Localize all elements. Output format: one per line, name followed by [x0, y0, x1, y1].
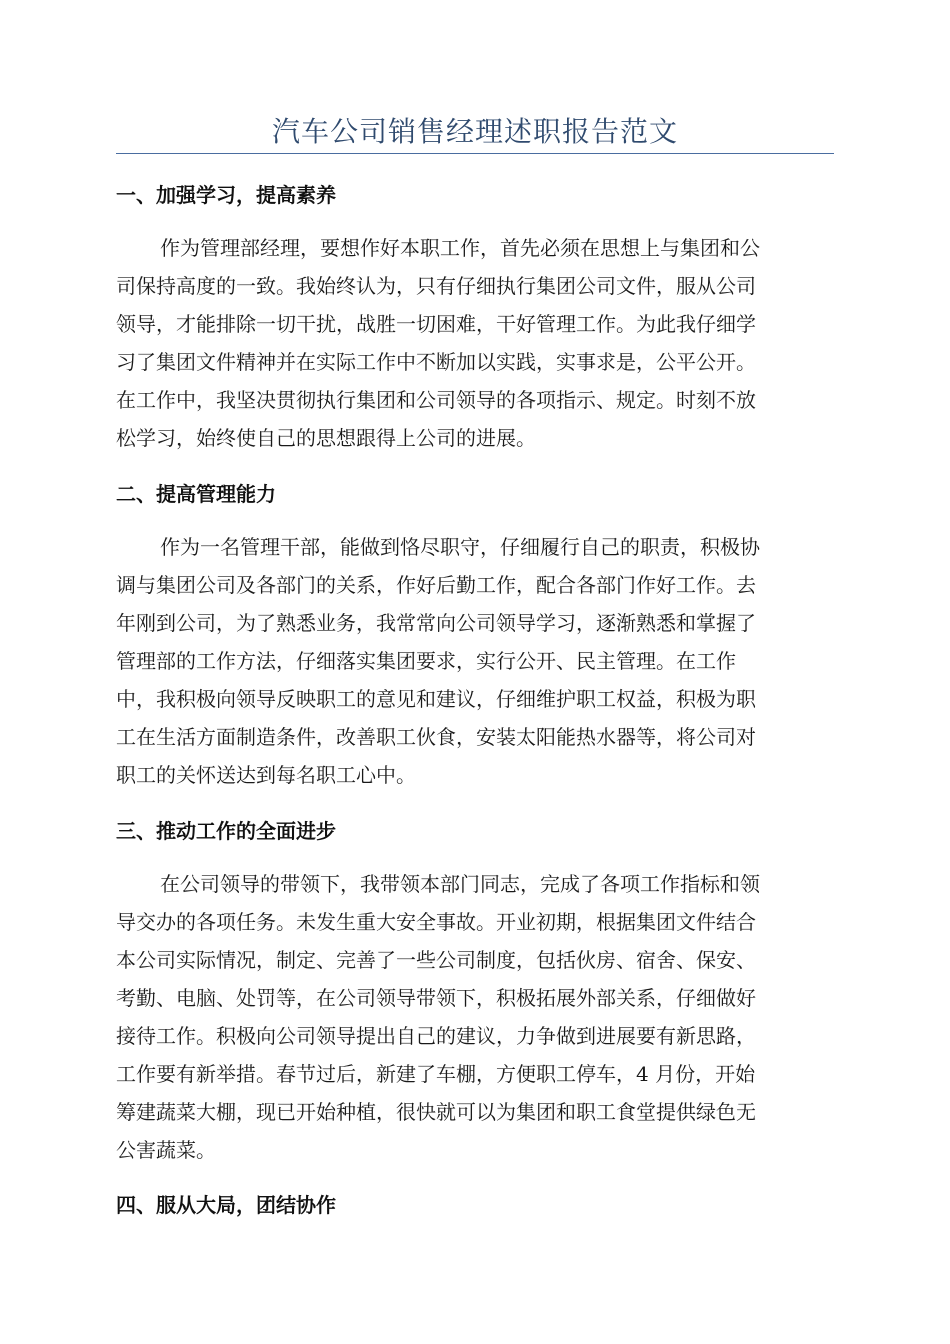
paragraph-line: 松学习，始终使自己的思想跟得上公司的进展。 [116, 426, 536, 450]
paragraph-line: 工作要有新举措。春节过后，新建了车棚，方便职工停车，4 月份，开始 [116, 1062, 756, 1086]
paragraph-line: 导交办的各项任务。未发生重大安全事故。开业初期，根据集团文件结合 [116, 910, 756, 934]
paragraph-line: 作为一名管理干部，能做到恪尽职守，仔细履行自己的职责，积极协 [160, 535, 760, 559]
paragraph-line: 考勤、电脑、处罚等，在公司领导带领下，积极拓展外部关系，仔细做好 [116, 986, 756, 1010]
section-paragraph-3 [116, 865, 834, 1169]
paragraph-line: 在公司领导的带领下，我带领本部门同志，完成了各项工作指标和领 [160, 872, 760, 896]
paragraph-line: 公害蔬菜。 [116, 1138, 216, 1162]
section-paragraph-2 [116, 528, 834, 794]
section-heading-2: 二、提高管理能力 [116, 482, 276, 506]
paragraph-line: 年刚到公司，为了熟悉业务，我常常向公司领导学习，逐渐熟悉和掌握了 [116, 611, 756, 635]
document-title: 汽车公司销售经理述职报告范文 [271, 115, 678, 148]
paragraph-line: 接待工作。积极向公司领导提出自己的建议，力争做到进展要有新思路， [116, 1024, 756, 1048]
paragraph-line: 调与集团公司及各部门的关系，作好后勤工作，配合各部门作好工作。去 [116, 573, 756, 597]
section-heading-1: 一、加强学习，提高素养 [116, 183, 336, 207]
paragraph-line: 工在生活方面制造条件，改善职工伙食，安装太阳能热水器等，将公司对 [116, 725, 756, 749]
paragraph-line: 习了集团文件精神并在实际工作中不断加以实践，实事求是，公平公开。 [116, 350, 756, 374]
section-heading-3: 三、推动工作的全面进步 [116, 819, 336, 843]
paragraph-line: 领导，才能排除一切干扰，战胜一切困难，干好管理工作。为此我仔细学 [116, 312, 756, 336]
section-paragraph-1 [116, 229, 834, 457]
paragraph-line: 司保持高度的一致。我始终认为，只有仔细执行集团公司文件，服从公司 [116, 274, 756, 298]
paragraph-line: 管理部的工作方法，仔细落实集团要求，实行公开、民主管理。在工作 [116, 649, 736, 673]
paragraph-line: 筹建蔬菜大棚，现已开始种植，很快就可以为集团和职工食堂提供绿色无 [116, 1100, 756, 1124]
paragraph-line: 中，我积极向领导反映职工的意见和建议，仔细维护职工权益，积极为职 [116, 687, 756, 711]
title-divider [116, 153, 834, 154]
paragraph-line: 作为管理部经理，要想作好本职工作，首先必须在思想上与集团和公 [160, 236, 760, 260]
paragraph-line: 职工的关怀送达到每名职工心中。 [116, 763, 416, 787]
section-heading-4: 四、服从大局，团结协作 [116, 1193, 336, 1217]
paragraph-line: 在工作中，我坚决贯彻执行集团和公司领导的各项指示、规定。时刻不放 [116, 388, 756, 412]
paragraph-line: 本公司实际情况，制定、完善了一些公司制度，包括伙房、宿舍、保安、 [116, 948, 756, 972]
